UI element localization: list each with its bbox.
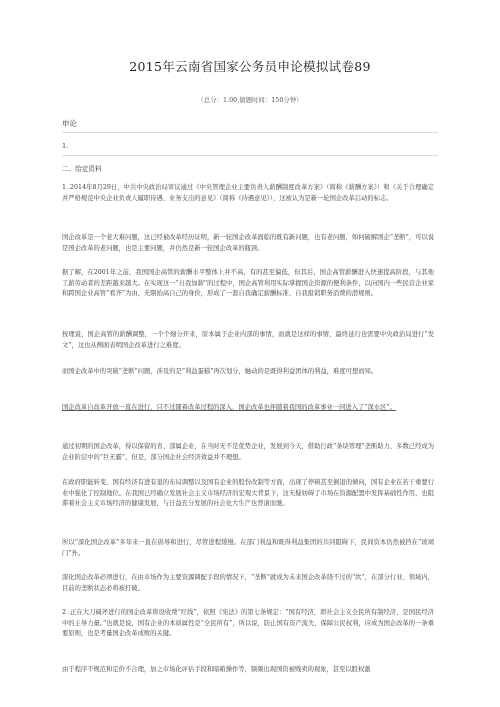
paragraph: 2 .正在大刀阔斧进行的国企改革将设收费“红线”，依照《宪法》的第七条规定：“国有经济，即社会主义全民所有制经济，是国民经济中的主导力量。”也就是说，国有企业的本质属性是“全民所有”，所以说，防止国有资产流失，保障公民权利，应成为国企改革的一条重要原则，也是考量国企改革成败的关键。 xyxy=(62,609,434,638)
paragraph: 通过初期的国企改革，得以保留的省、部属企业，在当时无不是优势企业，发展到今天，借助行政“条块管理”垄断助力，多数已经成为企业阶层中的“巨无霸”，但是，部分国企社会经济效益并不理想。 xyxy=(62,443,434,461)
paragraph: 国企改革是一个老大难问题，这已经被改革经历证明，新一轮国企改革面临的既有新问题，也有老问题，如何破解国企“垄断”，可以说是国企改革的老问题，也是主要问题，并仍然是新一轮国企改革的瓶颈。 xyxy=(62,234,434,252)
exam-meta: （总分：1.00,做题时间：150分钟） xyxy=(197,96,303,104)
question-number: 1. xyxy=(62,142,69,150)
paragraph: 所以“深化国企改革”多年来一直在倡导和进行，尽管进程缓慢。在部门利益和既得利益集团的共同阻碍下，民间资本仍然被挡在“玻璃门”外。 xyxy=(62,539,434,557)
paragraph: 深化国企改革必须进行，在由市场作为主要资源调配手段的情况下，“垄断”就成为未来国企改革绕不过的“坎”，在部分行业、领域内，目前的垄断状态必将被打破。 xyxy=(62,574,434,592)
divider xyxy=(62,155,438,156)
divider xyxy=(62,132,438,133)
paragraph: 在政府职能转变、国有经济有进有退的布局调整以及国有企业的股份改制等方面，出现了停顿甚至倒退的倾向，国有企业在若干重要行业中强化了控制地位。在我国已经确立发展社会主义市场经济的宏观大背景下，这无疑妨碍了市场在资源配置中发挥基础性作用，也阻滞着社会主义市场经济的健康发展，与日益充分发展的社会化大生产也背道而驰。 xyxy=(62,479,434,508)
paragraph: 1 .2014年8月29日，中共中央政治局审议通过《中央管理企业主要负责人薪酬制度改革方案》（简称《薪酬方案》）和《关于合理确定并严格规范中央企业负责人履职待遇、业务支出的意见》（简称《待遇意见》），这被认为是新一轮国企改革启动的标志。 xyxy=(62,184,434,202)
paragraph: 按理说，国企高管的薪酬调整，一个个细分开来，原本属于企业内部的事情，而就是这样的事情，最终延行也需要中央政治局进行“发文”，这也从侧面表明国企改革进行之难度。 xyxy=(62,331,434,349)
paragraph-underlined: 国企改革自改革开放一直在进行，只不过随着改革过程的深入，国企改革也伴随着我国的改革事业一同进入了“深水区”。 xyxy=(62,404,396,411)
paragraph: 而国企改革中的突破“垄断”问题，涉及的是“利益蛋糕”再次划分，触动的是既得利益团体的利益，难度可想而知。 xyxy=(62,368,378,375)
document-title: 2015年云南省国家公务员申论模拟试卷89 xyxy=(129,59,371,74)
paragraph: 由于程序不规范和定价不合理，加之市场化评估手段和暗箱操作等，频频出现国资被贱卖的现象，甚至以股权激 xyxy=(62,666,371,673)
section-heading-material: 二、给定资料 xyxy=(62,165,102,173)
paragraph: 据了解，在2001年之前，我国国企高管的薪酬水平整体上并不高，有的甚至偏低，但其后，国企高管薪酬进入快速提高阶段，与其他工薪劳动者的差距越来越大。在实现这一“自我加薪”的过程中，国企高管利用实际掌握国企资源的便利条件，以向国内一些民营企业家和跨国企业高管“看齐”为由，无限抬高自己的身价，形成了一套自我确定薪酬标准、自我报销职务消费的潜规则。 xyxy=(62,269,434,298)
section-heading-main: 申论 xyxy=(62,119,77,128)
